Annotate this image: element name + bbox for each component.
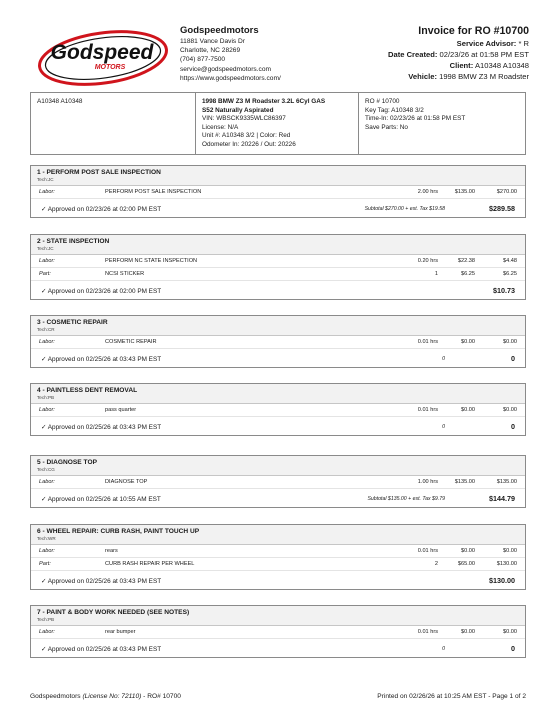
page-footer-right: Printed on 02/26/26 at 10:25 AM EST - Page 1 of 2: [377, 693, 526, 700]
approval-status: ✓ Approved on 02/25/26 at 03:43 PM EST: [41, 424, 162, 431]
job-tech: Tech:WR: [37, 536, 56, 541]
invoice-meta: [388, 24, 529, 82]
job-title: 7 - PAINT & BODY WORK NEEDED (SEE NOTES): [37, 609, 190, 616]
ro-number: RO # 10700: [365, 98, 400, 105]
client-cell: [31, 93, 196, 154]
job-header: [31, 456, 525, 476]
job-footer: [31, 349, 525, 367]
job-footer: [31, 417, 525, 435]
line-item: [31, 336, 525, 349]
line-rate: $135.00: [454, 189, 475, 195]
line-description: rear bumper: [105, 629, 136, 635]
line-description: pass quarter: [105, 407, 137, 413]
page-footer-left: [30, 692, 181, 701]
line-quantity: 0.01 hrs: [417, 339, 438, 345]
line-item: [31, 255, 525, 268]
line-amount: $4.48: [503, 258, 517, 264]
job-title: 3 - COSMETIC REPAIR: [37, 319, 108, 326]
job-total: $10.73: [493, 286, 515, 295]
line-amount: $0.00: [503, 339, 517, 345]
line-rate: $135.00: [454, 479, 475, 485]
line-amount: $0.00: [503, 629, 517, 635]
svg-text:Godspeed: Godspeed: [50, 41, 154, 64]
job-total: $289.58: [489, 204, 515, 213]
job-total: 0: [511, 422, 515, 431]
approval-status: ✓ Approved on 02/25/26 at 10:55 AM EST: [41, 496, 161, 503]
line-quantity: 2.00 hrs: [417, 189, 438, 195]
line-type: Labor:: [39, 407, 55, 413]
invoice-title: Invoice for RO #10700: [418, 25, 529, 37]
line-quantity: 0.01 hrs: [417, 548, 438, 554]
footer-license: (License No: 72110): [82, 693, 142, 700]
client: Client: A10348 A10348: [449, 61, 529, 70]
job-total: $130.00: [489, 576, 515, 585]
job-header: [31, 384, 525, 404]
unit-color: Unit #: A10348 3/2 | Color: Red: [202, 132, 291, 140]
job-card: [30, 455, 526, 508]
service-advisor: Service Advisor: * R: [456, 39, 529, 48]
line-type: Labor:: [39, 629, 55, 635]
line-amount: $0.00: [503, 407, 517, 413]
line-item: [31, 404, 525, 417]
line-type: Labor:: [39, 339, 55, 345]
line-description: COSMETIC REPAIR: [105, 339, 157, 345]
job-header: [31, 606, 525, 626]
job-tech: Tech:CR: [37, 327, 55, 332]
date-created: Date Created: 02/23/26 at 01:58 PM EST: [388, 50, 529, 59]
footer-ro: - RO# 10700: [143, 693, 181, 700]
line-description: PERFORM POST SALE INSPECTION: [105, 189, 202, 195]
line-rate: $6.25: [461, 271, 475, 277]
job-subtotal: 0: [442, 646, 445, 652]
line-amount: $130.00: [496, 561, 517, 567]
company-address2: Charlotte, NC 28269: [180, 47, 241, 55]
godspeed-logo: [36, 28, 170, 86]
job-card: [30, 383, 526, 436]
job-footer: [31, 571, 525, 589]
approval-status: ✓ Approved on 02/23/26 at 02:00 PM EST: [41, 206, 162, 213]
line-description: CURB RASH REPAIR PER WHEEL: [105, 561, 195, 567]
job-card: [30, 165, 526, 218]
line-quantity: 1.00 hrs: [417, 479, 438, 485]
odometer: Odometer In: 20226 / Out: 20226: [202, 140, 296, 148]
job-tech: Tech:JC: [37, 177, 54, 182]
job-card: [30, 315, 526, 368]
job-tech: Tech:JC: [37, 246, 54, 251]
line-type: Labor:: [39, 479, 55, 485]
vin: VIN: WBSCK9335WLC86397: [202, 115, 286, 123]
job-tech: Tech:PB: [37, 395, 55, 400]
job-footer: [31, 639, 525, 657]
job-footer: [31, 489, 525, 507]
job-title: 6 - WHEEL REPAIR: CURB RASH, PAINT TOUCH UP: [37, 528, 200, 535]
line-amount: $0.00: [503, 548, 517, 554]
job-title: 5 - DIAGNOSE TOP: [37, 459, 97, 466]
job-header: [31, 235, 525, 255]
line-rate: $0.00: [461, 548, 475, 554]
license: License: N/A: [202, 123, 239, 131]
line-quantity: 1: [434, 271, 438, 277]
job-footer: [31, 281, 525, 299]
company-name: Godspeedmotors: [180, 25, 259, 36]
line-description: DIAGNOSE TOP: [105, 479, 148, 485]
line-description: NCSI STICKER: [105, 271, 145, 277]
job-total: 0: [511, 354, 515, 363]
job-total: 0: [511, 644, 515, 653]
job-subtotal: 0: [442, 356, 445, 362]
company-address1: 11881 Vance Davis Dr: [180, 38, 245, 45]
line-type: Labor:: [39, 548, 55, 554]
vehicle-cell: [196, 93, 359, 154]
vehicle-info-box: [30, 92, 526, 155]
approval-status: ✓ Approved on 02/25/26 at 03:43 PM EST: [41, 578, 162, 585]
time-in: Time-In: 02/23/26 at 01:58 PM EST: [365, 115, 466, 123]
footer-company: Godspeedmotors: [30, 693, 81, 700]
line-rate: $0.00: [461, 629, 475, 635]
company-info: [180, 25, 281, 83]
vehicle-line1: 1998 BMW Z3 M Roadster 3.2L 6Cyl GAS: [202, 98, 326, 105]
line-description: rears: [105, 548, 118, 554]
job-subtotal: 0: [442, 424, 445, 430]
line-rate: $65.00: [457, 561, 475, 567]
line-quantity: 0.01 hrs: [417, 407, 438, 413]
key-tag: Key Tag: A10348 3/2: [365, 106, 424, 114]
line-amount: $270.00: [496, 189, 517, 195]
company-email[interactable]: service@godspeedmotors.com: [180, 65, 271, 73]
invoice-header: [0, 0, 556, 92]
line-item: [31, 476, 525, 489]
job-subtotal: Subtotal $135.00 + est. Tax $9.79: [367, 496, 445, 502]
job-total: $144.79: [489, 494, 515, 503]
line-quantity: 0.01 hrs: [417, 629, 438, 635]
line-type: Part:: [39, 561, 51, 567]
vehicle: Vehicle: 1998 BMW Z3 M Roadster: [408, 72, 529, 81]
job-title: 1 - PERFORM POST SALE INSPECTION: [37, 169, 161, 176]
vehicle-line2: S52 Naturally Aspirated: [202, 106, 274, 114]
job-footer: [31, 199, 525, 217]
ro-cell: [359, 93, 525, 154]
job-card: [30, 524, 526, 590]
line-quantity: 2: [434, 561, 438, 567]
line-item: [31, 186, 525, 199]
line-type: Labor:: [39, 258, 55, 264]
svg-text:MOTORS: MOTORS: [94, 64, 126, 71]
job-header: [31, 525, 525, 545]
line-quantity: 0.20 hrs: [417, 258, 438, 264]
approval-status: ✓ Approved on 02/25/26 at 03:43 PM EST: [41, 356, 162, 363]
save-parts: Save Parts: No: [365, 123, 408, 131]
job-title: 4 - PAINTLESS DENT REMOVAL: [37, 387, 138, 394]
line-description: PERFORM NC STATE INSPECTION: [105, 258, 198, 264]
client-name: A10348 A10348: [37, 98, 83, 105]
line-item: [31, 545, 525, 558]
line-rate: $22.38: [457, 258, 475, 264]
job-subtotal: Subtotal $270.00 + est. Tax $19.58: [364, 206, 445, 212]
line-type: Part:: [39, 271, 51, 277]
line-item: [31, 268, 525, 281]
job-title: 2 - STATE INSPECTION: [37, 238, 110, 245]
approval-status: ✓ Approved on 02/25/26 at 03:43 PM EST: [41, 646, 162, 653]
line-type: Labor:: [39, 189, 55, 195]
line-amount: $135.00: [496, 479, 517, 485]
line-item: [31, 558, 525, 571]
line-rate: $0.00: [461, 339, 475, 345]
company-website[interactable]: https://www.godspeedmotors.com/: [180, 74, 281, 82]
job-card: [30, 605, 526, 658]
job-tech: Tech:PB: [37, 617, 55, 622]
job-tech: Tech:CG: [37, 467, 55, 472]
approval-status: ✓ Approved on 02/23/26 at 02:00 PM EST: [41, 288, 162, 295]
job-card: [30, 234, 526, 300]
line-item: [31, 626, 525, 639]
job-header: [31, 316, 525, 336]
job-header: [31, 166, 525, 186]
line-amount: $6.25: [503, 271, 517, 277]
company-phone: (704) 877-7500: [180, 56, 226, 64]
line-rate: $0.00: [461, 407, 475, 413]
